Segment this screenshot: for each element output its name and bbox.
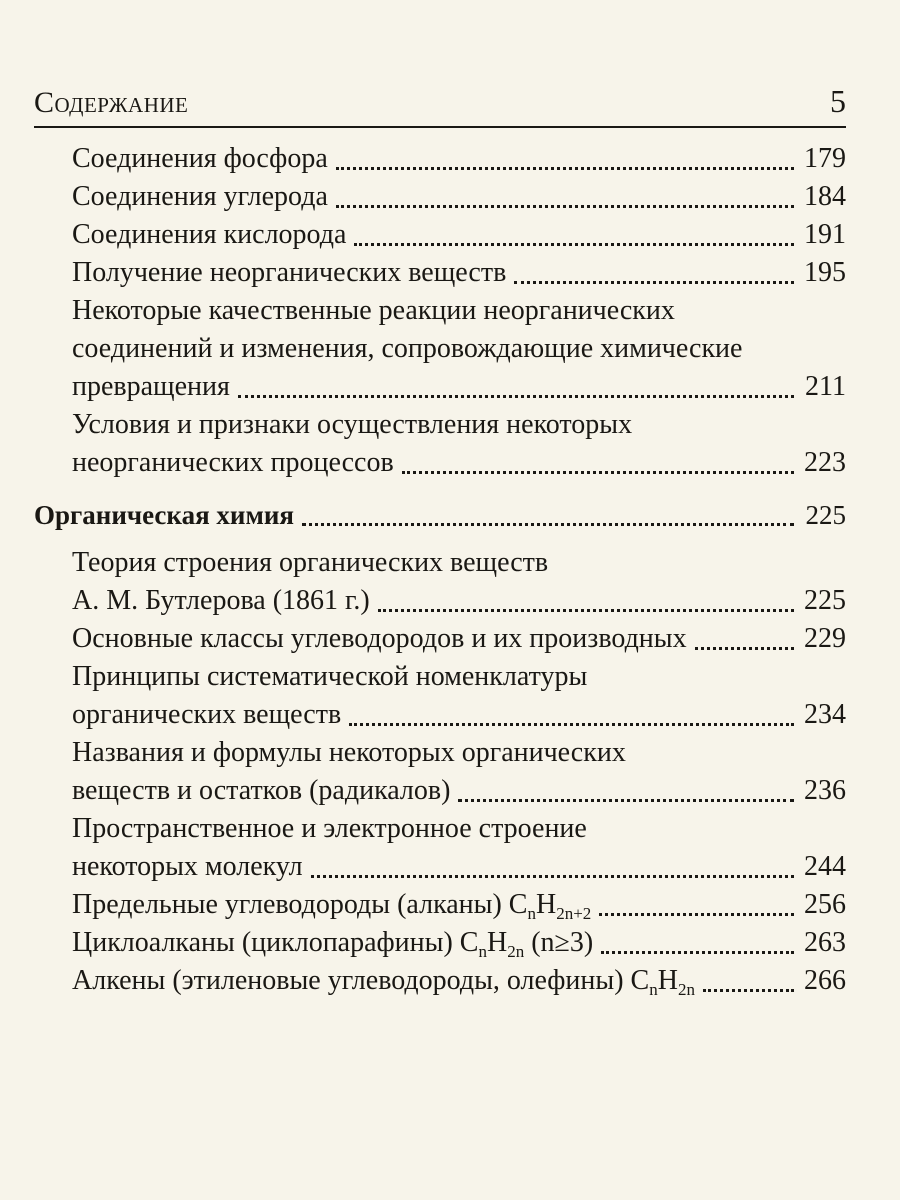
toc-section-page: 225	[805, 500, 846, 530]
dot-leader	[336, 204, 794, 208]
toc-entry-title-line: Теория строения органических веществ	[72, 547, 549, 578]
toc-entry[interactable]	[34, 544, 846, 620]
formula-text: H	[486, 927, 508, 958]
dot-leader	[354, 242, 794, 246]
toc-section-heading[interactable]	[34, 496, 846, 534]
toc-entry-title	[72, 886, 591, 924]
toc-entry[interactable]	[34, 292, 846, 406]
toc-entry-page: 195	[804, 257, 846, 288]
toc-entry-title: Соединения углерода	[72, 181, 328, 212]
toc-entry-page: 256	[804, 889, 846, 920]
formula-subscript: 2n	[677, 980, 695, 999]
toc-entry[interactable]	[34, 658, 846, 734]
toc-entry-title	[72, 924, 593, 962]
dot-leader	[601, 950, 794, 954]
toc-entry-title-line: веществ и остатков (радикалов)	[72, 775, 451, 806]
table-of-contents	[34, 140, 846, 1000]
toc-entry[interactable]	[34, 216, 846, 254]
toc-entry-page: 263	[804, 927, 846, 958]
toc-entry-title-line: превращения	[72, 371, 230, 402]
toc-entry-page: 266	[804, 965, 846, 996]
toc-entry-title-line: Условия и признаки осуществления некоторых	[72, 409, 633, 440]
dot-leader	[695, 646, 794, 650]
dot-leader	[402, 470, 794, 474]
formula-subscript: 2n	[507, 942, 525, 961]
toc-entry-page: 236	[804, 775, 846, 806]
page-title: Содержание	[34, 86, 189, 119]
toc-entry-page: 234	[804, 699, 846, 730]
toc-entry-title: Основные классы углеводородов и их производных	[72, 623, 687, 654]
toc-entry-page: 184	[804, 181, 846, 212]
toc-entry-title-line: некоторых молекул	[72, 851, 303, 882]
dot-leader	[311, 874, 794, 878]
toc-entry-title-line: Принципы систематической номенклатуры	[72, 661, 588, 692]
toc-entry[interactable]	[34, 620, 846, 658]
formula-condition: (n≥3)	[524, 927, 594, 958]
formula-text: H	[657, 965, 678, 996]
toc-entry-title: Соединения кислорода	[72, 219, 347, 250]
toc-entry[interactable]	[34, 886, 846, 924]
dot-leader	[703, 988, 794, 992]
dot-leader	[458, 798, 794, 802]
dot-leader	[336, 166, 794, 170]
toc-entry[interactable]	[34, 178, 846, 216]
formula-text: Циклоалканы (циклопарафины) C	[72, 927, 479, 958]
toc-entry[interactable]	[34, 254, 846, 292]
toc-entry[interactable]	[34, 924, 846, 962]
formula-subscript: 2n+2	[556, 904, 592, 923]
formula-text: Алкены (этиленовые углеводороды, олефины) C	[72, 965, 650, 996]
toc-entry-page: 179	[804, 143, 846, 174]
dot-leader	[514, 280, 794, 284]
formula-subscript: n	[649, 980, 658, 999]
page-number: 5	[830, 83, 846, 119]
formula-subscript: n	[478, 942, 487, 961]
toc-entry-page: 211	[805, 371, 846, 402]
toc-entry-page: 229	[804, 623, 846, 654]
toc-entry[interactable]	[34, 962, 846, 1000]
toc-entry-page: 244	[804, 851, 846, 882]
dot-leader	[349, 722, 794, 726]
toc-entry-title	[72, 962, 695, 1000]
toc-entry-title-line: Некоторые качественные реакции неорганических	[72, 295, 675, 326]
formula-text: H	[535, 889, 557, 920]
formula-subscript: n	[527, 904, 536, 923]
toc-entry[interactable]	[34, 140, 846, 178]
toc-entry-title: Соединения фосфора	[72, 143, 328, 174]
toc-entry-page: 225	[804, 585, 846, 616]
toc-entry-title-line: А. М. Бутлерова (1861 г.)	[72, 585, 370, 616]
page-header	[34, 78, 846, 128]
toc-entry-title-line: соединений и изменения, сопровождающие химические	[72, 333, 743, 364]
toc-entry[interactable]	[34, 734, 846, 810]
toc-entry-page: 191	[804, 219, 846, 250]
toc-entry[interactable]	[34, 406, 846, 482]
dot-leader	[378, 608, 794, 612]
dot-leader	[302, 522, 794, 526]
toc-entry-title: Получение неорганических веществ	[72, 257, 507, 288]
toc-entry-title-line: органических веществ	[72, 699, 342, 730]
dot-leader	[599, 912, 794, 916]
toc-section-title: Органическая химия	[34, 500, 295, 530]
toc-entry-title-line: неорганических процессов	[72, 447, 394, 478]
formula-text: Предельные углеводороды (алканы) C	[72, 889, 528, 920]
dot-leader	[238, 394, 794, 398]
toc-entry-title-line: Пространственное и электронное строение	[72, 813, 587, 844]
toc-entry-title-line: Названия и формулы некоторых органических	[72, 737, 626, 768]
toc-entry[interactable]	[34, 810, 846, 886]
toc-entry-page: 223	[804, 447, 846, 478]
